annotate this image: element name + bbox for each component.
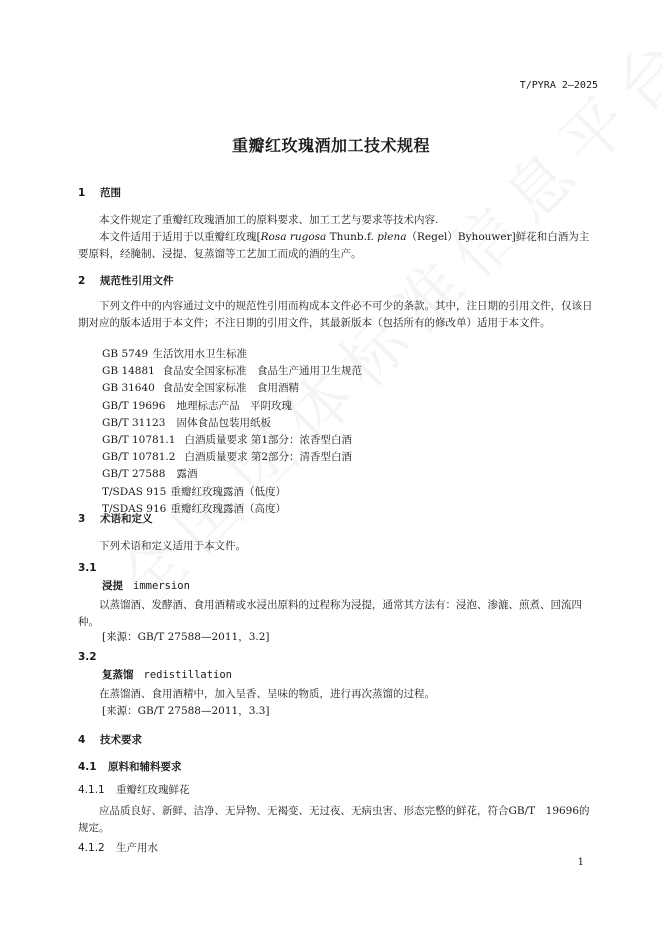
paragraph: 在蒸馏酒、食用酒精中，加入呈香、呈味的物质，进行再次蒸馏的过程。: [99, 688, 435, 700]
paragraph: 应品质良好、新鲜、洁净、无异物、无褐变、无过夜、无病虫害、形态完整的鲜花，符合GB/T 19696的规定。: [78, 805, 590, 834]
term-title: 浸提: [102, 580, 123, 592]
reference-item: T/SDAS 915 重瓣红玫瑰露酒（低度）: [102, 485, 286, 498]
subsection-4-1-1-body: [78, 803, 598, 837]
reference-item: GB 14881 食品安全国家标准 食品生产通用卫生规范: [102, 365, 362, 378]
section-number: 2: [78, 275, 86, 287]
paragraph: 下列术语和定义适用于本文件。: [99, 540, 246, 552]
reference-item: GB/T 31123 固体食品包装用纸板: [102, 416, 271, 429]
term-english: redistillation: [143, 669, 233, 681]
term-definition: [78, 597, 598, 631]
reference-item: GB/T 10781.1 白酒质量要求 第1部分：浓香型白酒: [102, 434, 353, 447]
subsection-4-1-1-heading: 4.1.1 重瓣红玫瑰鲜花: [78, 784, 190, 796]
page-number: 1: [577, 857, 584, 868]
term-entry: [102, 667, 232, 682]
term-source: [来源：GB/T 27588—2011，3.3]: [102, 705, 270, 717]
reference-item: GB 5749 生活饮用水卫生标准: [102, 348, 247, 360]
section-4-heading: [78, 732, 142, 747]
section-title: 范围: [100, 187, 121, 199]
term-definition: [78, 686, 598, 703]
section-2-intro: [78, 298, 598, 332]
subsection-4-1-2-heading: 4.1.2 生产用水: [78, 842, 158, 854]
term-entry: [102, 578, 190, 593]
section-1-heading: [78, 185, 121, 200]
reference-list: [102, 346, 362, 518]
document-number: T/PYRA 2—2025: [519, 80, 598, 91]
section-title: 技术要求: [100, 734, 142, 746]
reference-item: GB 31640 食品安全国家标准 食用酒精: [102, 382, 299, 395]
reference-item: T/SDAS 916 重瓣红玫瑰露酒（高度）: [102, 502, 286, 515]
section-3-heading: [78, 511, 153, 526]
section-number: 1: [78, 187, 86, 199]
term-source: [来源：GB/T 27588—2011，3.2]: [102, 631, 270, 643]
term-english: immersion: [133, 580, 190, 592]
section-2-heading: [78, 273, 174, 288]
term-title: 复蒸馏: [102, 669, 134, 681]
term-number: 3.2: [78, 651, 97, 663]
section-number: 4: [78, 734, 86, 746]
section-1-body: [78, 212, 598, 263]
section-title: 术语和定义: [100, 513, 153, 525]
paragraph: 下列文件中的内容通过文中的规范性引用而构成本文件必不可少的条款。其中，注日期的引用文件，仅该日期对应的版本适用于本文件；不注日期的引用文件，其最新版本（包括所有的修改单）适用于本文件。: [78, 300, 593, 329]
reference-item: GB/T 19696 地理标志产品 平阴玫瑰: [102, 399, 292, 412]
page-title: 重瓣红玫瑰酒加工技术规程: [231, 136, 430, 155]
section-3-intro: [78, 538, 598, 555]
paragraph: 以蒸馏酒、发酵酒、食用酒精或水浸出原料的过程称为浸提，通常其方法有：浸泡、渗漉、煎煮、回流四种。: [78, 599, 582, 628]
subsection-4-1-heading: 4.1 原料和辅料要求: [78, 761, 182, 773]
reference-item: GB/T 27588 露酒: [102, 468, 198, 481]
section-number: 3: [78, 513, 86, 525]
paragraph: 本文件规定了重瓣红玫瑰酒加工的原料要求、加工工艺与要求等技术内容.: [99, 214, 439, 226]
paragraph: 本文件适用于适用于以重瓣红玫瑰[Rosa rugosa Thunb.f. plena（Regel）Byhouwer]鲜花和白酒为主要原料，经腌制、浸提、复蒸馏等工艺加工而成的酒的生产。: [78, 231, 590, 260]
term-number: 3.1: [78, 562, 97, 574]
reference-item: GB/T 10781.2 白酒质量要求 第2部分：清香型白酒: [102, 451, 353, 464]
section-title: 规范性引用文件: [100, 275, 174, 287]
